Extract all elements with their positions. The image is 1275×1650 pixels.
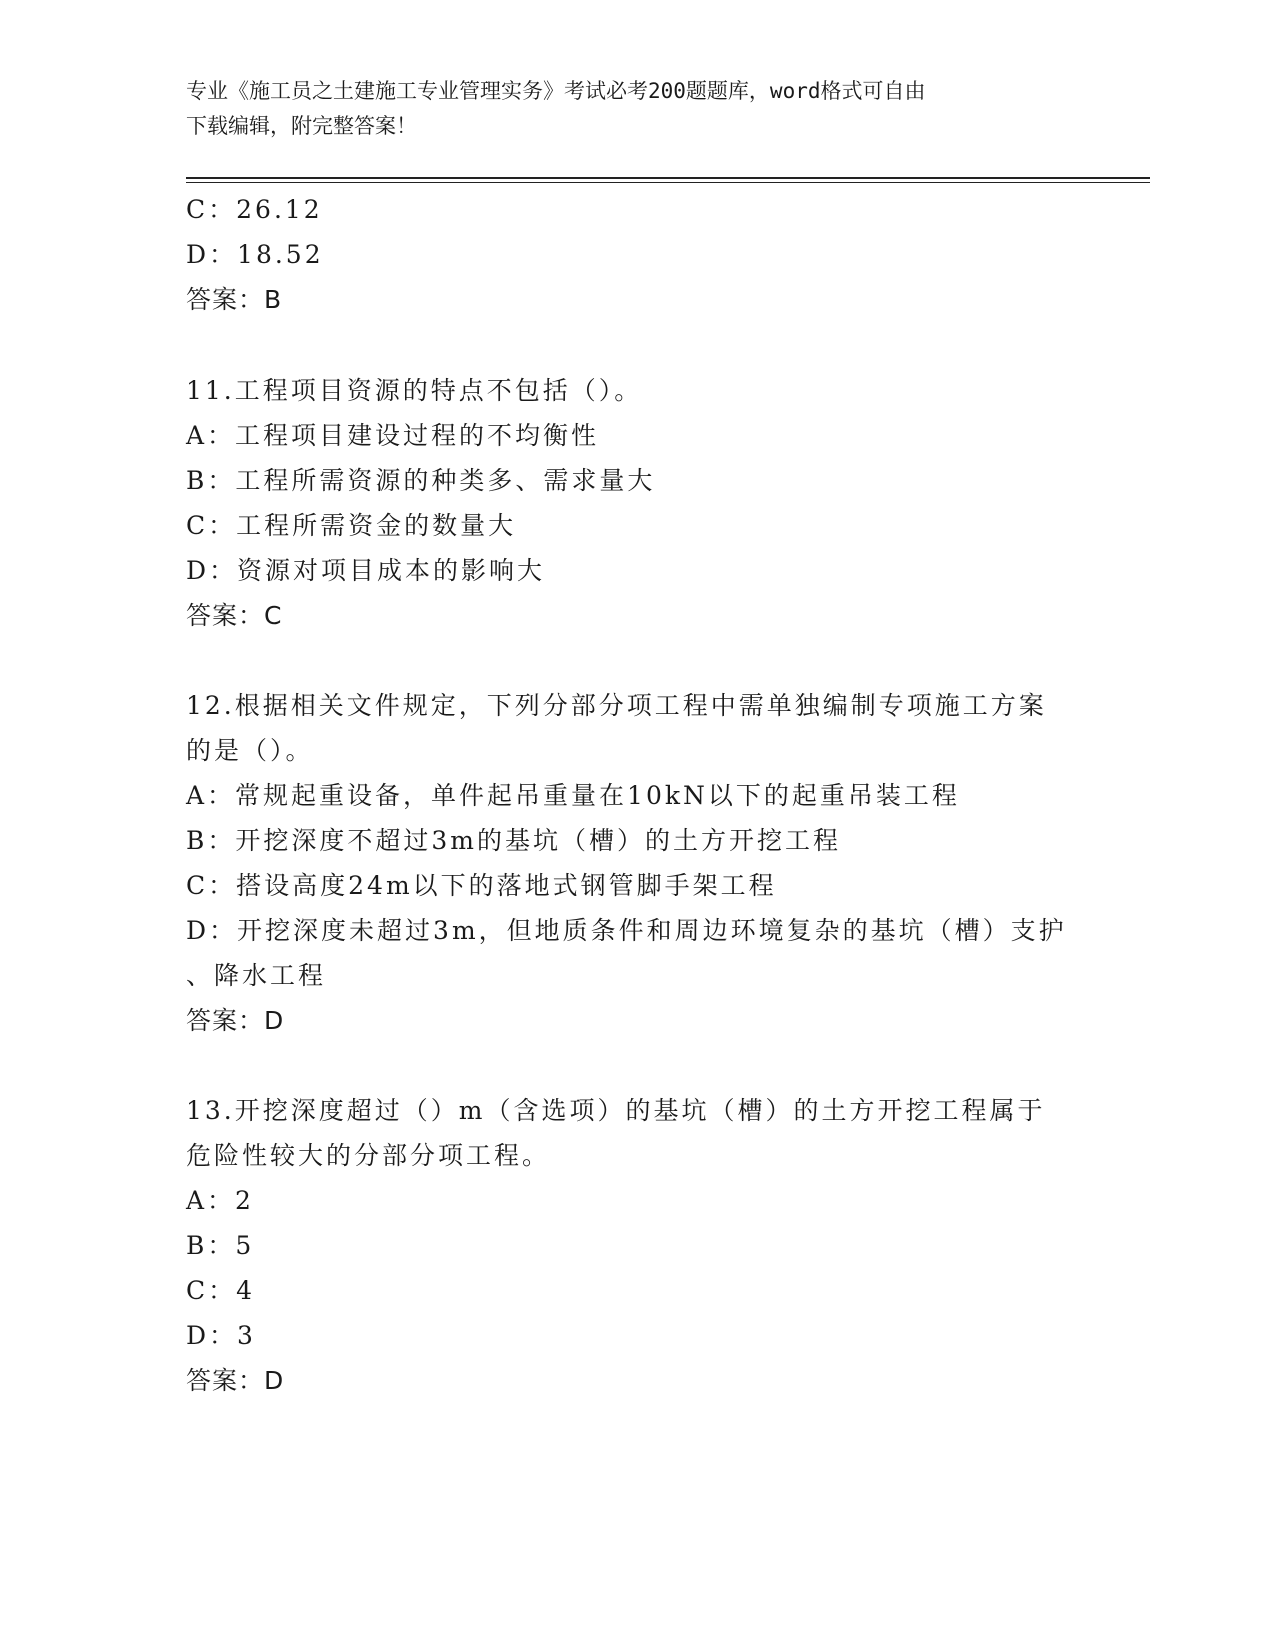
q13-stem-line-2: 危险性较大的分部分项工程。 — [186, 1141, 551, 1170]
q12-answer: 答案：D — [186, 1006, 285, 1035]
q10-answer: 答案：B — [186, 285, 283, 314]
q11-option-a: A：工程项目建设过程的不均衡性 — [186, 421, 600, 450]
header-line-2: 下载编辑，附完整答案！ — [186, 114, 417, 138]
header-rule-thick — [186, 177, 1150, 179]
q12-stem-line-2: 的是（）。 — [186, 736, 314, 765]
q11-stem: 11.工程项目资源的特点不包括（）。 — [186, 376, 643, 405]
q13-option-d: D：3 — [186, 1321, 256, 1350]
q13-answer: 答案：D — [186, 1366, 285, 1395]
q11-option-c: C：工程所需资金的数量大 — [186, 511, 517, 540]
header-line-1: 专业《施工员之土建施工专业管理实务》考试必考200题题库，word格式可自由 — [186, 79, 926, 103]
q10-option-c: C：26.12 — [186, 195, 323, 224]
q11-answer: 答案：C — [186, 601, 283, 630]
q12-stem-line-1: 12.根据相关文件规定，下列分部分项工程中需单独编制专项施工方案 — [186, 691, 1047, 720]
q13-option-a: A：2 — [186, 1186, 254, 1215]
page-header — [186, 74, 1086, 144]
q12-option-c: C：搭设高度24m以下的落地式钢管脚手架工程 — [186, 871, 777, 900]
q13-option-c: C：4 — [186, 1276, 256, 1305]
header-rule-thin — [186, 182, 1150, 183]
q11-option-d: D：资源对项目成本的影响大 — [186, 556, 546, 585]
q10-option-d: D：18.52 — [186, 240, 324, 269]
q12-option-d-line-2: 、降水工程 — [186, 961, 327, 990]
q11-option-b: B：工程所需资源的种类多、需求量大 — [186, 466, 656, 495]
q12-option-d-line-1: D：开挖深度未超过3m，但地质条件和周边环境复杂的基坑（槽）支护 — [186, 916, 1067, 945]
q13-stem-line-1: 13.开挖深度超过（）m（含选项）的基坑（槽）的土方开挖工程属于 — [186, 1096, 1046, 1125]
q13-option-b: B：5 — [186, 1231, 255, 1260]
q12-option-a: A：常规起重设备，单件起吊重量在10kN以下的起重吊装工程 — [186, 781, 960, 810]
q12-option-b: B：开挖深度不超过3m的基坑（槽）的土方开挖工程 — [186, 826, 841, 855]
